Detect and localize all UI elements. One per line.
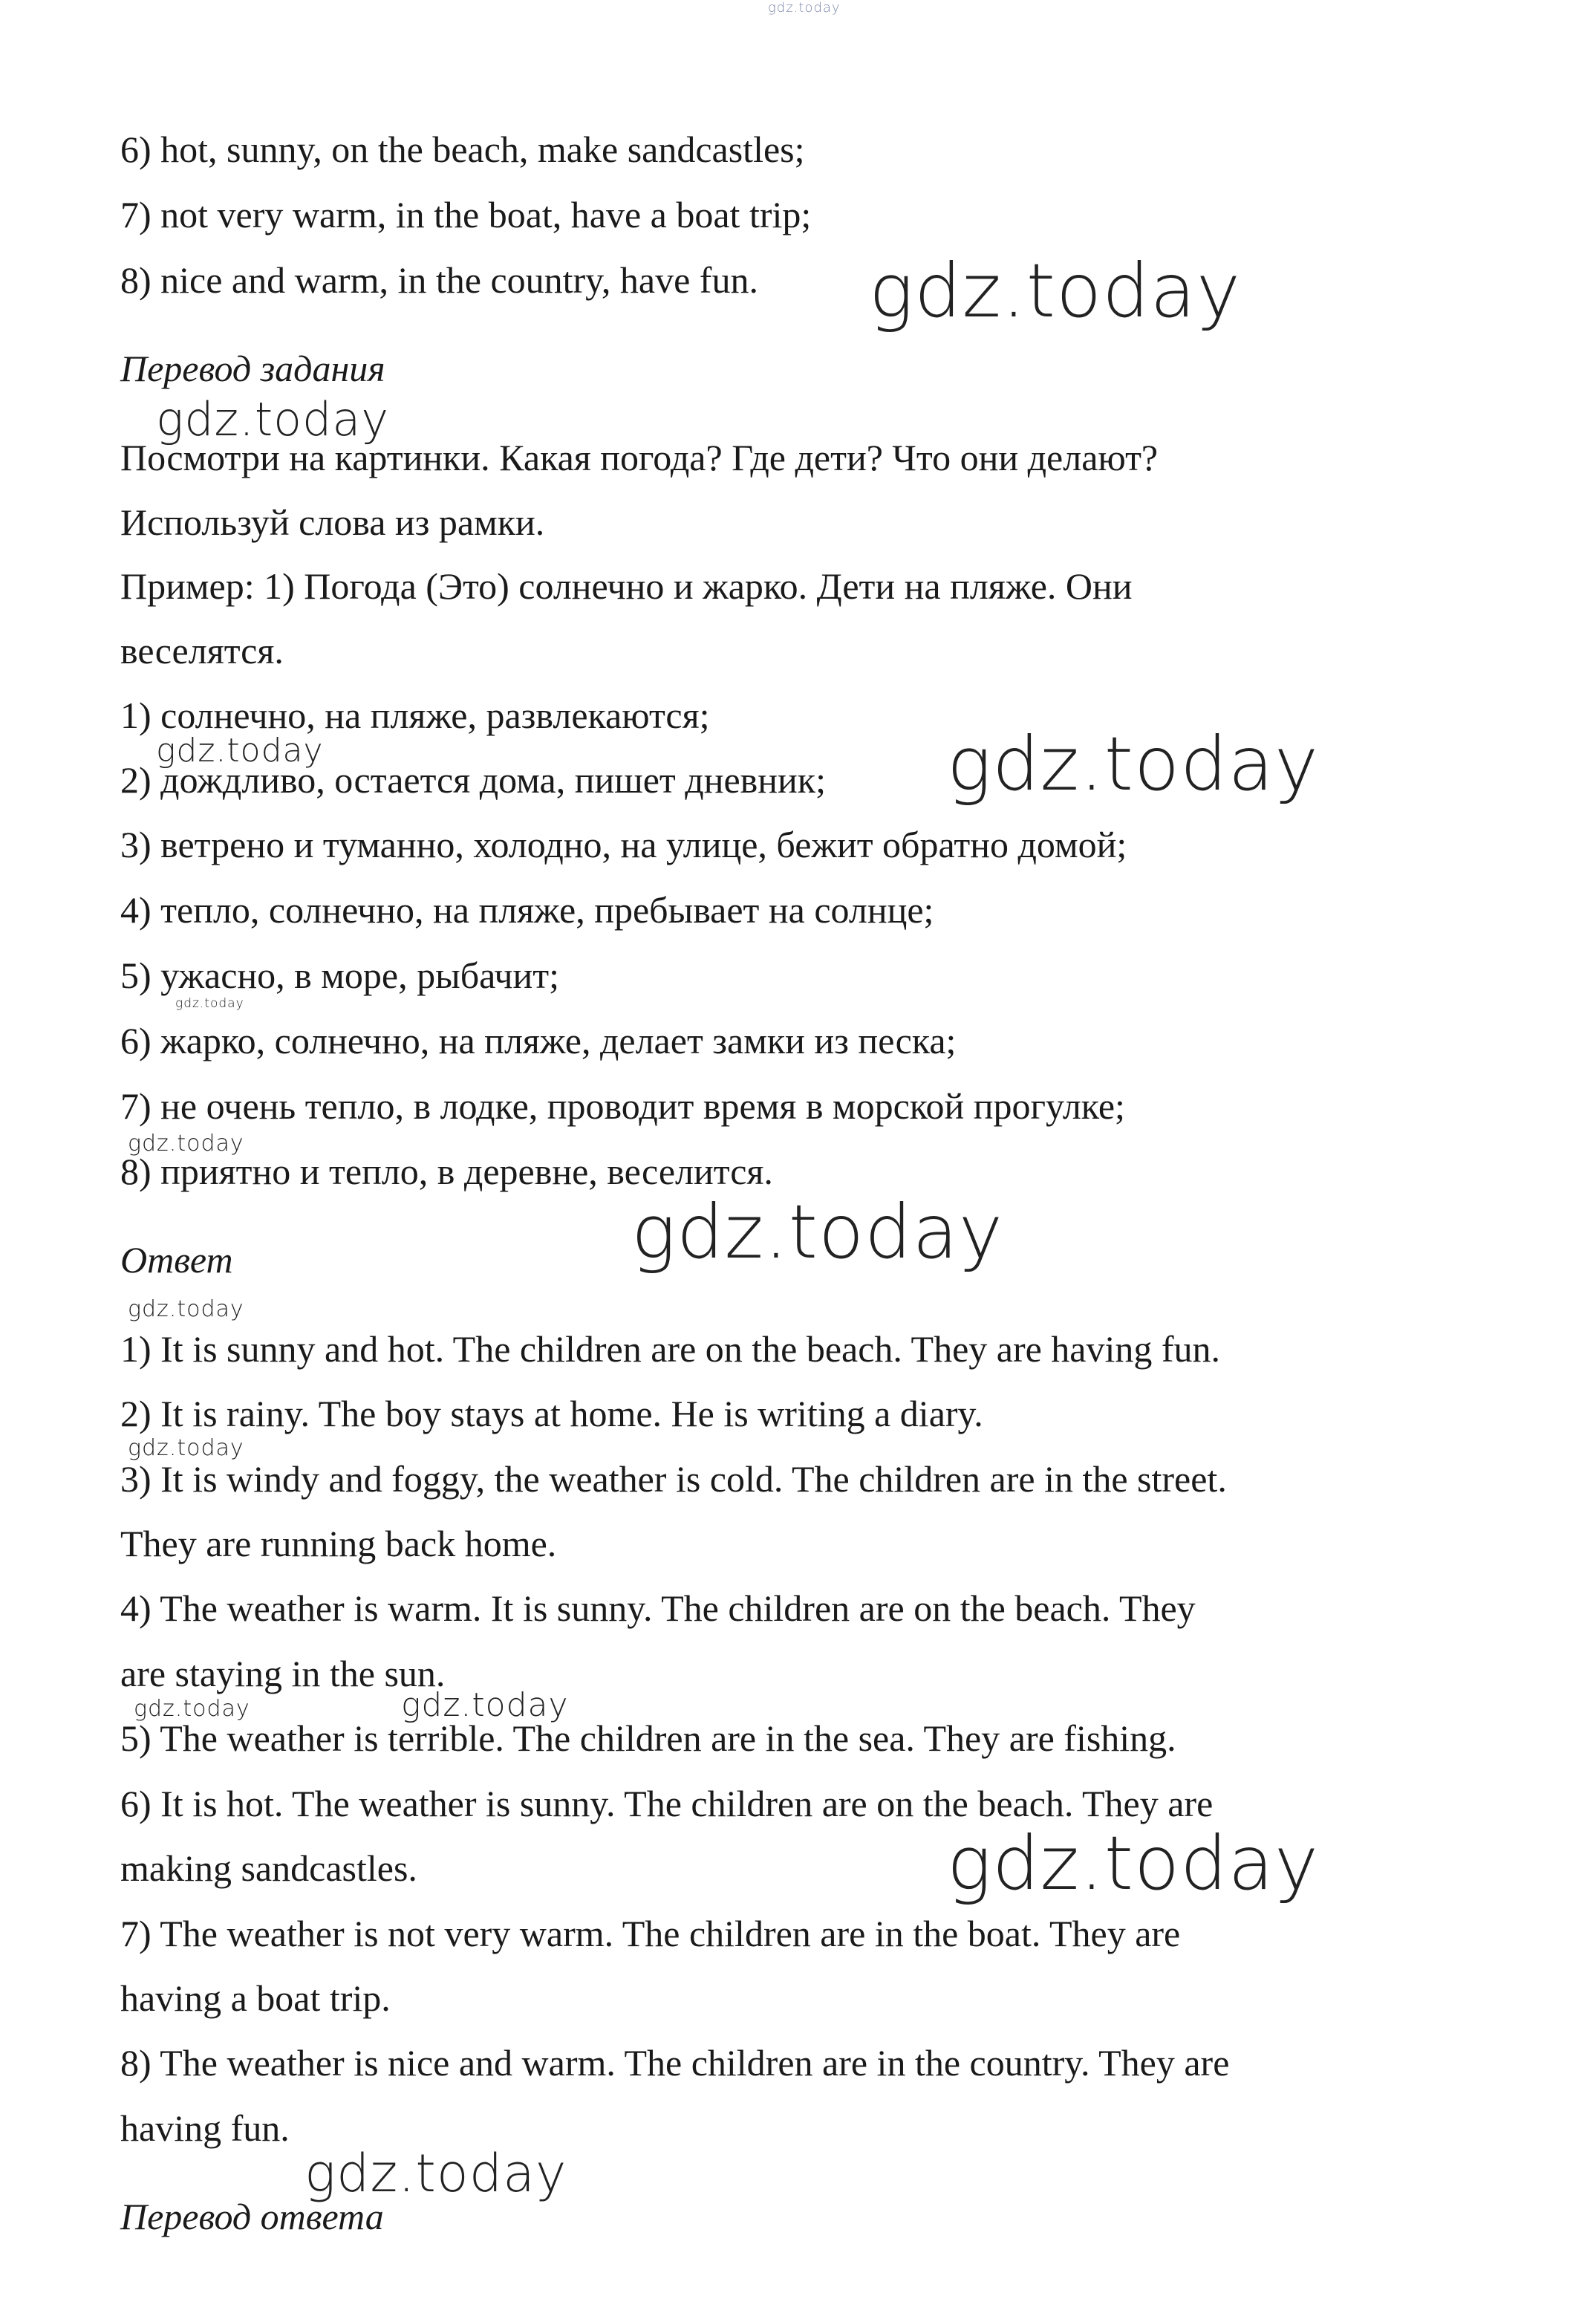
task-example-line-2: веселятся. [120, 630, 284, 671]
task-item-6: 6) hot, sunny, on the beach, make sandcastles; [120, 129, 805, 170]
task-translation-heading: Перевод задания [120, 348, 385, 389]
watermark: gdz.today [156, 732, 324, 770]
answer-translation-heading: Перевод ответа [120, 2196, 384, 2237]
header-watermark: gdz.today [768, 0, 841, 16]
answer-line-4: They are running back home. [120, 1523, 557, 1564]
watermark: gdz.today [304, 2143, 567, 2204]
answer-line-9: making sandcastles. [120, 1847, 417, 1889]
translation-item-3: 3) ветрено и туманно, холодно, на улице, бежит обратно домой; [120, 824, 1127, 865]
translation-item-5: 5) ужасно, в море, рыбачит; [120, 955, 559, 996]
translation-item-4: 4) тепло, солнечно, на пляже, пребывает на солнце; [120, 889, 934, 931]
task-instruction-line-2: Используй слова из рамки. [120, 501, 545, 543]
watermark: gdz.today [128, 1296, 244, 1322]
answer-line-5: 4) The weather is warm. It is sunny. The children are on the beach. They [120, 1587, 1196, 1629]
watermark: gdz.today [401, 1686, 569, 1724]
answer-line-2: 2) It is rainy. The boy stays at home. He is writing a diary. [120, 1393, 983, 1434]
watermark: gdz.today [869, 247, 1242, 334]
answer-heading: Ответ [120, 1239, 233, 1281]
answer-line-11: having a boat trip. [120, 1977, 391, 2019]
watermark: gdz.today [128, 1131, 244, 1157]
translation-item-1: 1) солнечно, на пляже, развлекаются; [120, 695, 710, 736]
answer-line-6: are staying in the sun. [120, 1653, 446, 1694]
answer-line-1: 1) It is sunny and hot. The children are on the beach. They are having fun. [120, 1328, 1221, 1370]
watermark: gdz.today [175, 996, 244, 1011]
watermark: gdz.today [156, 392, 390, 446]
translation-item-2: 2) дождливо, остается дома, пишет дневник; [120, 759, 826, 801]
watermark: gdz.today [128, 1435, 244, 1461]
watermark: gdz.today [631, 1188, 1004, 1275]
answer-line-8: 6) It is hot. The weather is sunny. The children are on the beach. They are [120, 1783, 1214, 1824]
answer-line-10: 7) The weather is not very warm. The children are in the boat. They are [120, 1913, 1181, 1954]
watermark: gdz.today [947, 1820, 1320, 1907]
translation-item-8: 8) приятно и тепло, в деревне, веселится. [120, 1151, 773, 1192]
task-example-line-1: Пример: 1) Погода (Это) солнечно и жарко. Дети на пляже. Они [120, 565, 1133, 607]
answer-line-7: 5) The weather is terrible. The children are in the sea. They are fishing. [120, 1717, 1176, 1759]
task-item-8: 8) nice and warm, in the country, have fun. [120, 259, 758, 301]
translation-item-7: 7) не очень тепло, в лодке, проводит время в морской прогулке; [120, 1085, 1125, 1127]
translation-item-6: 6) жарко, солнечно, на пляже, делает замки из песка; [120, 1020, 957, 1061]
watermark: gdz.today [134, 1696, 250, 1722]
watermark: gdz.today [947, 721, 1320, 807]
answer-line-3: 3) It is windy and foggy, the weather is cold. The children are in the street. [120, 1458, 1227, 1500]
answer-line-12: 8) The weather is nice and warm. The children are in the country. They are [120, 2042, 1230, 2084]
task-instruction-line-1: Посмотри на картинки. Какая погода? Где дети? Что они делают? [120, 437, 1159, 478]
answer-line-13: having fun. [120, 2107, 290, 2149]
task-item-7: 7) not very warm, in the boat, have a boat trip; [120, 194, 812, 235]
